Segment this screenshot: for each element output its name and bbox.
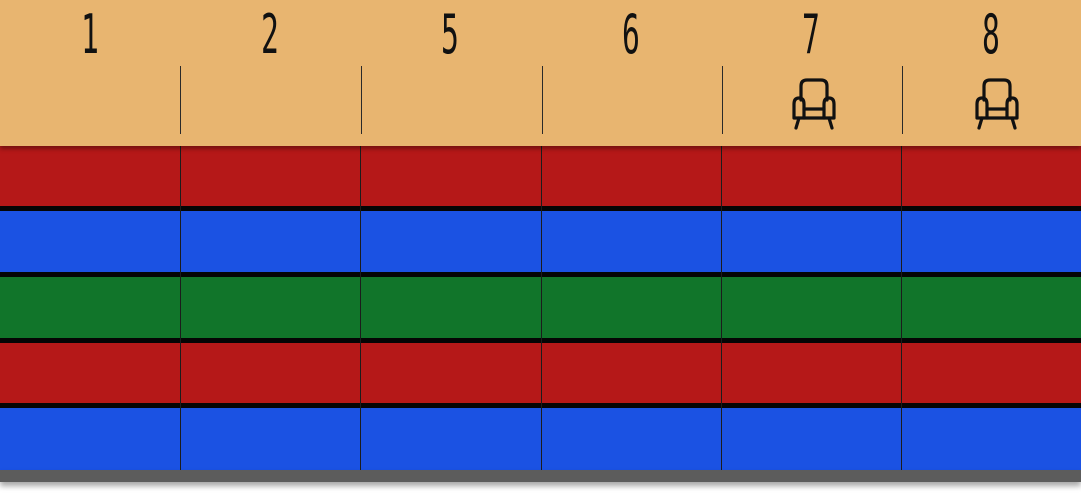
column-number: 1 (81, 3, 99, 66)
column-2-header[interactable] (180, 0, 360, 146)
header-divider (722, 66, 723, 134)
column-divider (541, 146, 542, 470)
column-number: 5 (441, 3, 459, 66)
column-5-header[interactable] (360, 0, 540, 146)
armchair-icon[interactable] (967, 76, 1027, 136)
column-1-header[interactable] (0, 0, 180, 146)
column-number: 2 (261, 3, 279, 66)
column-divider (360, 146, 361, 470)
column-number: 8 (982, 3, 1000, 66)
armchair-icon[interactable] (784, 76, 844, 136)
header-divider (361, 66, 362, 134)
column-divider (180, 146, 181, 470)
bottom-bar (0, 470, 1081, 482)
column-6-header[interactable] (541, 0, 721, 146)
column-header-bar (0, 0, 1081, 146)
column-divider (721, 146, 722, 470)
column-number: 7 (802, 3, 820, 66)
header-divider (180, 66, 181, 134)
header-divider (902, 66, 903, 134)
column-number: 6 (622, 3, 640, 66)
header-divider (542, 66, 543, 134)
column-divider (901, 146, 902, 470)
